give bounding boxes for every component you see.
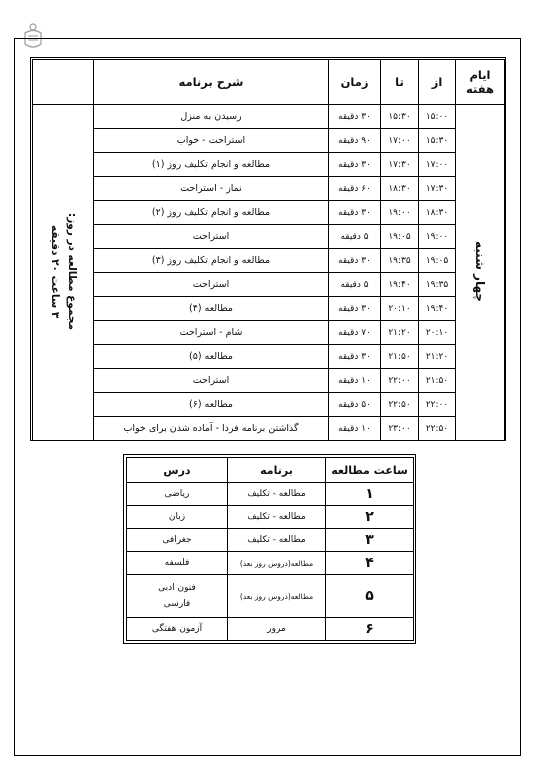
description-cell: نماز - استراحت bbox=[94, 177, 329, 201]
header-days: ایام هفته bbox=[456, 60, 505, 105]
day-cell bbox=[456, 105, 505, 441]
header-from: از bbox=[419, 60, 456, 105]
study-hour-number: ۳ bbox=[326, 529, 414, 552]
from-cell: ۱۵:۰۰ bbox=[419, 105, 456, 129]
schedule-row bbox=[33, 393, 505, 417]
schedule-row bbox=[33, 129, 505, 153]
study-program: مطالعه - تکلیف bbox=[228, 529, 326, 552]
duration-cell: ۵۰ دقیقه bbox=[329, 393, 381, 417]
study-program: مطالعه(دروس روز بعد) bbox=[228, 552, 326, 575]
schedule-row bbox=[33, 273, 505, 297]
to-cell: ۲۰:۱۰ bbox=[381, 297, 419, 321]
description-cell: مطالعه و انجام تکلیف روز (۱) bbox=[94, 153, 329, 177]
description-cell: مطالعه و انجام تکلیف روز (۳) bbox=[94, 249, 329, 273]
from-cell: ۱۷:۰۰ bbox=[419, 153, 456, 177]
study-hour-number: ۱ bbox=[326, 483, 414, 506]
from-cell: ۱۹:۳۵ bbox=[419, 273, 456, 297]
study-hour-number: ۶ bbox=[326, 618, 414, 641]
to-cell: ۱۷:۳۰ bbox=[381, 153, 419, 177]
duration-cell: ۱۰ دقیقه bbox=[329, 369, 381, 393]
study-hour-number: ۴ bbox=[326, 552, 414, 575]
schedule-row bbox=[33, 321, 505, 345]
day-label: چهار شنبه bbox=[473, 240, 487, 302]
to-cell: ۱۹:۳۵ bbox=[381, 249, 419, 273]
schedule-row bbox=[33, 249, 505, 273]
description-cell: مطالعه و انجام تکلیف روز (۲) bbox=[94, 201, 329, 225]
study-row bbox=[127, 552, 414, 575]
study-row bbox=[127, 529, 414, 552]
duration-cell: ۱۰ دقیقه bbox=[329, 417, 381, 441]
to-cell: ۱۵:۳۰ bbox=[381, 105, 419, 129]
duration-cell: ۳۰ دقیقه bbox=[329, 297, 381, 321]
description-cell: مطالعه (۶) bbox=[94, 393, 329, 417]
study-subject-line1: فنون ادبی bbox=[158, 583, 196, 593]
study-program: مطالعه(دروس روز بعد) bbox=[228, 575, 326, 618]
from-cell: ۱۷:۳۰ bbox=[419, 177, 456, 201]
study-subject-line2: فارسی bbox=[163, 599, 191, 609]
study-subject bbox=[127, 575, 228, 618]
to-cell: ۲۳:۰۰ bbox=[381, 417, 419, 441]
daily-total-label bbox=[46, 213, 80, 330]
duration-cell: ۶۰ دقیقه bbox=[329, 177, 381, 201]
description-cell: رسیدن به منزل bbox=[94, 105, 329, 129]
to-cell: ۱۹:۰۵ bbox=[381, 225, 419, 249]
schedule-row bbox=[33, 417, 505, 441]
schedule-row bbox=[33, 345, 505, 369]
study-hour-number: ۵ bbox=[326, 575, 414, 618]
study-program: مطالعه - تکلیف bbox=[228, 506, 326, 529]
description-cell: مطالعه (۵) bbox=[94, 345, 329, 369]
schedule-row bbox=[33, 177, 505, 201]
duration-cell: ۷۰ دقیقه bbox=[329, 321, 381, 345]
study-header-row bbox=[127, 458, 414, 483]
to-cell: ۱۸:۳۰ bbox=[381, 177, 419, 201]
study-row bbox=[127, 506, 414, 529]
duration-cell: ۵ دقیقه bbox=[329, 273, 381, 297]
from-cell: ۲۲:۵۰ bbox=[419, 417, 456, 441]
duration-cell: ۳۰ دقیقه bbox=[329, 201, 381, 225]
schedule-row bbox=[33, 369, 505, 393]
from-cell: ۲۲:۰۰ bbox=[419, 393, 456, 417]
study-subject: ریاضی bbox=[127, 483, 228, 506]
description-cell: گذاشتن برنامه فردا - آماده شدن برای خواب bbox=[94, 417, 329, 441]
description-cell: استراحت bbox=[94, 273, 329, 297]
study-subject: آزمون هفتگی bbox=[127, 618, 228, 641]
description-cell: مطالعه (۴) bbox=[94, 297, 329, 321]
to-cell: ۱۷:۰۰ bbox=[381, 129, 419, 153]
description-cell: استراحت bbox=[94, 225, 329, 249]
duration-cell: ۳۰ دقیقه bbox=[329, 105, 381, 129]
header-program: برنامه bbox=[228, 458, 326, 483]
schedule-row bbox=[33, 153, 505, 177]
from-cell: ۱۹:۰۵ bbox=[419, 249, 456, 273]
study-program: مطالعه - تکلیف bbox=[228, 483, 326, 506]
duration-cell: ۳۰ دقیقه bbox=[329, 345, 381, 369]
header-empty bbox=[33, 60, 94, 105]
study-row bbox=[127, 575, 414, 618]
schedule-row bbox=[33, 297, 505, 321]
duration-cell: ۵ دقیقه bbox=[329, 225, 381, 249]
study-subject: زبان bbox=[127, 506, 228, 529]
duration-cell: ۳۰ دقیقه bbox=[329, 249, 381, 273]
header-time: زمان bbox=[329, 60, 381, 105]
duration-cell: ۳۰ دقیقه bbox=[329, 153, 381, 177]
schedule-header-row bbox=[33, 60, 505, 105]
description-cell: استراحت bbox=[94, 369, 329, 393]
to-cell: ۱۹:۴۰ bbox=[381, 273, 419, 297]
from-cell: ۱۹:۴۰ bbox=[419, 297, 456, 321]
study-hours-table bbox=[126, 457, 414, 641]
from-cell: ۱۹:۰۰ bbox=[419, 225, 456, 249]
to-cell: ۱۹:۰۰ bbox=[381, 201, 419, 225]
study-row bbox=[127, 483, 414, 506]
from-cell: ۲۱:۲۰ bbox=[419, 345, 456, 369]
study-row bbox=[127, 618, 414, 641]
daily-schedule-table bbox=[32, 59, 505, 441]
schedule-row bbox=[33, 201, 505, 225]
to-cell: ۲۲:۵۰ bbox=[381, 393, 419, 417]
from-cell: ۲۰:۱۰ bbox=[419, 321, 456, 345]
header-to: تا bbox=[381, 60, 419, 105]
study-subject: فلسفه bbox=[127, 552, 228, 575]
header-study-hour: ساعت مطالعه bbox=[326, 458, 414, 483]
to-cell: ۲۱:۵۰ bbox=[381, 345, 419, 369]
to-cell: ۲۲:۰۰ bbox=[381, 369, 419, 393]
study-hour-number: ۲ bbox=[326, 506, 414, 529]
header-subject: درس bbox=[127, 458, 228, 483]
schedule-row bbox=[33, 225, 505, 249]
from-cell: ۱۵:۳۰ bbox=[419, 129, 456, 153]
daily-total-line1: مجموع مطالعه در روز: bbox=[66, 212, 78, 330]
to-cell: ۲۱:۲۰ bbox=[381, 321, 419, 345]
from-cell: ۱۸:۳۰ bbox=[419, 201, 456, 225]
description-cell: استراحت - خواب bbox=[94, 129, 329, 153]
duration-cell: ۹۰ دقیقه bbox=[329, 129, 381, 153]
study-subject: جغرافی bbox=[127, 529, 228, 552]
description-cell: شام - استراحت bbox=[94, 321, 329, 345]
daily-total-cell bbox=[33, 105, 94, 441]
schedule-row bbox=[33, 105, 505, 129]
study-program: مرور bbox=[228, 618, 326, 641]
from-cell: ۲۱:۵۰ bbox=[419, 369, 456, 393]
daily-total-line2: ۳ ساعت ۲۰ دقیقه bbox=[49, 224, 61, 318]
header-description: شرح برنامه bbox=[94, 60, 329, 105]
